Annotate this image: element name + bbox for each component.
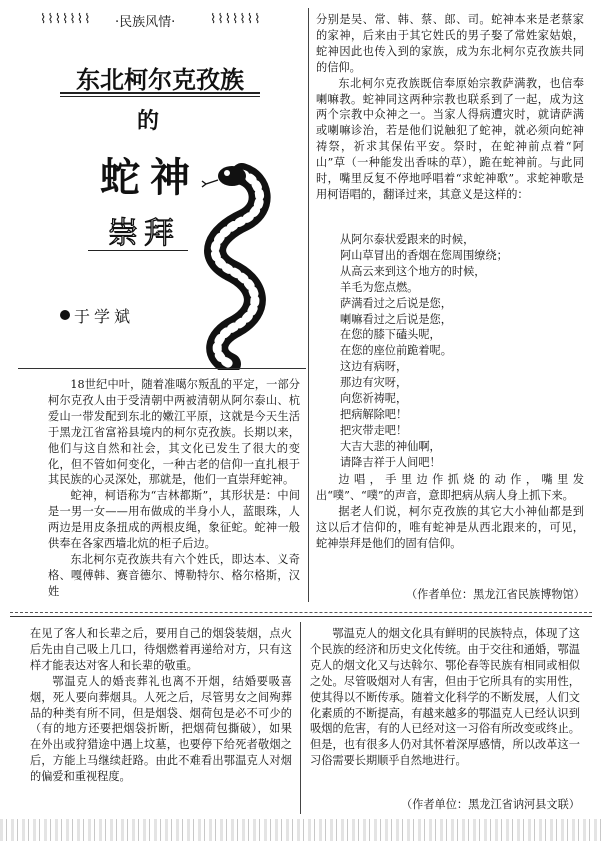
bottom-left-body: [30, 626, 292, 785]
bottom-left-paragraph-2: 鄂温克人的婚丧葬礼也离不开烟，结婚要吸喜烟，死人要向葬烟具。人死之后，尽管男女之间殉葬品的种类有所不同，但是烟袋、烟荷包是必不可少的（有的地方还要把烟袋折断，把烟荷包撕破），如果在外出或狩猎途中遇上坟墓，也要停下给死者敬烟之后，方能上马继续赶路。由此不难看出鄂温克人对烟的偏爱和重视程度。: [30, 674, 292, 784]
poem-line: 请降吉祥于人间吧！: [340, 455, 441, 469]
bottom-decorative-band: [0, 819, 602, 841]
title-underline-2: [60, 96, 260, 97]
poem-line: 喇嘛看过之后说是您，: [340, 312, 452, 326]
poem-line: 那边有灾呀，: [340, 376, 408, 390]
left-paragraph-3: 东北柯尔克孜族共有六个姓氏，即达本、义奇格、嘎傅韩、赛音德尔、博勒特尔、格尔格斯，汉姓: [48, 552, 300, 598]
snake-illustration: [190, 160, 280, 370]
article-separator-2: [10, 616, 592, 617]
poem-line: 阿山草冒出的香烟在您周围缭绕；: [340, 248, 508, 262]
right-paragraph-2: 东北柯尔克孜族既信奉原始宗教萨满教，也信奉喇嘛教。蛇神同这两种宗教也联系到了一起，成为这两个宗教中众神之一。当家人得病遭灾时，就请萨满或喇嘛诊治，若是他们说触犯了蛇神，就必须向蛇神祷祭，祈求其保佑平安。祭时，在蛇神前点着“阿山”草（一种能发出香味的草），跪在蛇神前。与此同时，嘴里反复不停地呼唱着“求蛇神歌”。求蛇神歌是用柯语唱的，翻译过来，其意义是这样的：: [316, 76, 584, 201]
article-separator: [10, 612, 592, 613]
title-line-4-underline: [88, 250, 188, 251]
left-paragraph-1: 18世纪中叶，随着准噶尔叛乱的平定，一部分柯尔克孜人由于受清朝中两被清朝从阿尔泰山、杭爱山一带发配到东北的嫩江平原，这就是今天生活于黑龙江省富裕县境内的柯尔克孜族。长期以来，他们与这自然和社会，其文化已发生了很大的变化，但不管如何变化，一种古老的信仰一直扎根于其民族的心灵深处，那就是，他们一直崇拜蛇神。: [48, 378, 300, 487]
poem-line: 把病解除吧！: [340, 407, 408, 421]
poem-line: 把灾带走吧！: [340, 423, 408, 437]
column-divider: [308, 8, 309, 602]
right-body-top: [316, 12, 584, 203]
title-line-2: 的: [136, 109, 159, 134]
poem-line: 向您祈祷呢，: [340, 392, 408, 406]
left-title-rule: [18, 368, 306, 369]
poem-line: 萨满看过之后说是您，: [340, 296, 452, 310]
header-ornament-right: ⌇⌇⌇⌇⌇⌇⌇: [210, 12, 262, 27]
bottom-left-paragraph-1: 在见了客人和长辈之后，要用自己的烟袋装烟，点火后先由自己吸上几口，待烟燃着再递给对方，只有这样才能表达对客人和长辈的敬重。: [30, 627, 292, 672]
header-ornament-left: ⌇⌇⌇⌇⌇⌇⌇: [40, 12, 92, 27]
title-line-4: 崇拜: [108, 216, 180, 251]
title-line-3: 蛇神: [100, 155, 200, 201]
poem-line: 从阿尔泰状爱跟来的时候，: [340, 233, 475, 246]
poem-line: 在您的膝下磕头呢，: [340, 328, 441, 342]
left-body: [48, 377, 300, 600]
bottom-right-body: [310, 626, 580, 769]
bottom-column-divider: [300, 622, 301, 814]
author-name: 于学斌: [74, 307, 135, 326]
column-tag: ·民族风情·: [115, 15, 176, 30]
right-paragraph-1: 分别是吴、常、韩、蔡、郎、司。蛇神本来是老蔡家的家神，后来由于其它姓氏的男子娶了常姓家姑娘，蛇神因此也传入到的家族，成为东北柯尔克孜族共同的信仰。: [316, 13, 584, 74]
right-signature: （作者单位：黑龙江省民族博物馆）: [405, 588, 585, 601]
title-underline: [60, 92, 260, 94]
bottom-right-paragraph-1: 鄂温克人的烟文化具有鲜明的民族特点，体现了这个民族的经济和历史文化传统。由于交往和通婚，鄂温克人的烟文化又与达斡尔、鄂伦春等民族有相同或相似之处。尽管吸烟对人有害，但由于它所具有的实用性，使其得以不断传承。随着文化科学的不断发展，人们文化素质的不断提高，有越来越多的鄂温克人已经认识到吸烟的危害，有的人已经对这一习俗有所改变或终止。但是，也有很多人仍对其怀着深厚感情，所以改革这一习俗需要长期顺乎自然地进行。: [310, 627, 580, 768]
bottom-signature: （作者单位：黑龙江省讷河县文联）: [400, 798, 580, 811]
poem-line: 羊毛为您点燃。: [340, 280, 419, 294]
poem-line: 大吉大悲的神仙啊，: [340, 439, 441, 453]
left-paragraph-2: 蛇神，柯语称为“吉林都斯”，其形状是：中间是一男一女——用布做成的半身小人，蓝眼珠，人两边是用皮条扭成的两根皮绳，象征蛇。蛇神一般供奉在各家西墙北炕的柜子后边。: [48, 489, 300, 551]
author-bullet: [60, 310, 70, 320]
poem-line: 在您的座位前跪着呢。: [340, 344, 452, 358]
poem-line: 这边有病呀，: [340, 360, 408, 374]
snake-god-song: [340, 232, 580, 471]
poem-line: 从高云来到这个地方的时候，: [340, 264, 486, 278]
right-paragraph-4: 据老人们说，柯尔克孜族的其它大小神仙都是到这以后才信仰的，唯有蛇神是从西北跟来的，可见，蛇神崇拜是他们的固有信仰。: [316, 504, 584, 550]
right-paragraph-3: 边唱，手里边作抓烧的动作，嘴里发出“噗”、“噗”的声音，意即把病从病人身上抓下来。: [316, 473, 584, 502]
title-line-1: 东北柯尔克孜族: [76, 66, 244, 94]
right-body-bottom: [316, 472, 584, 552]
